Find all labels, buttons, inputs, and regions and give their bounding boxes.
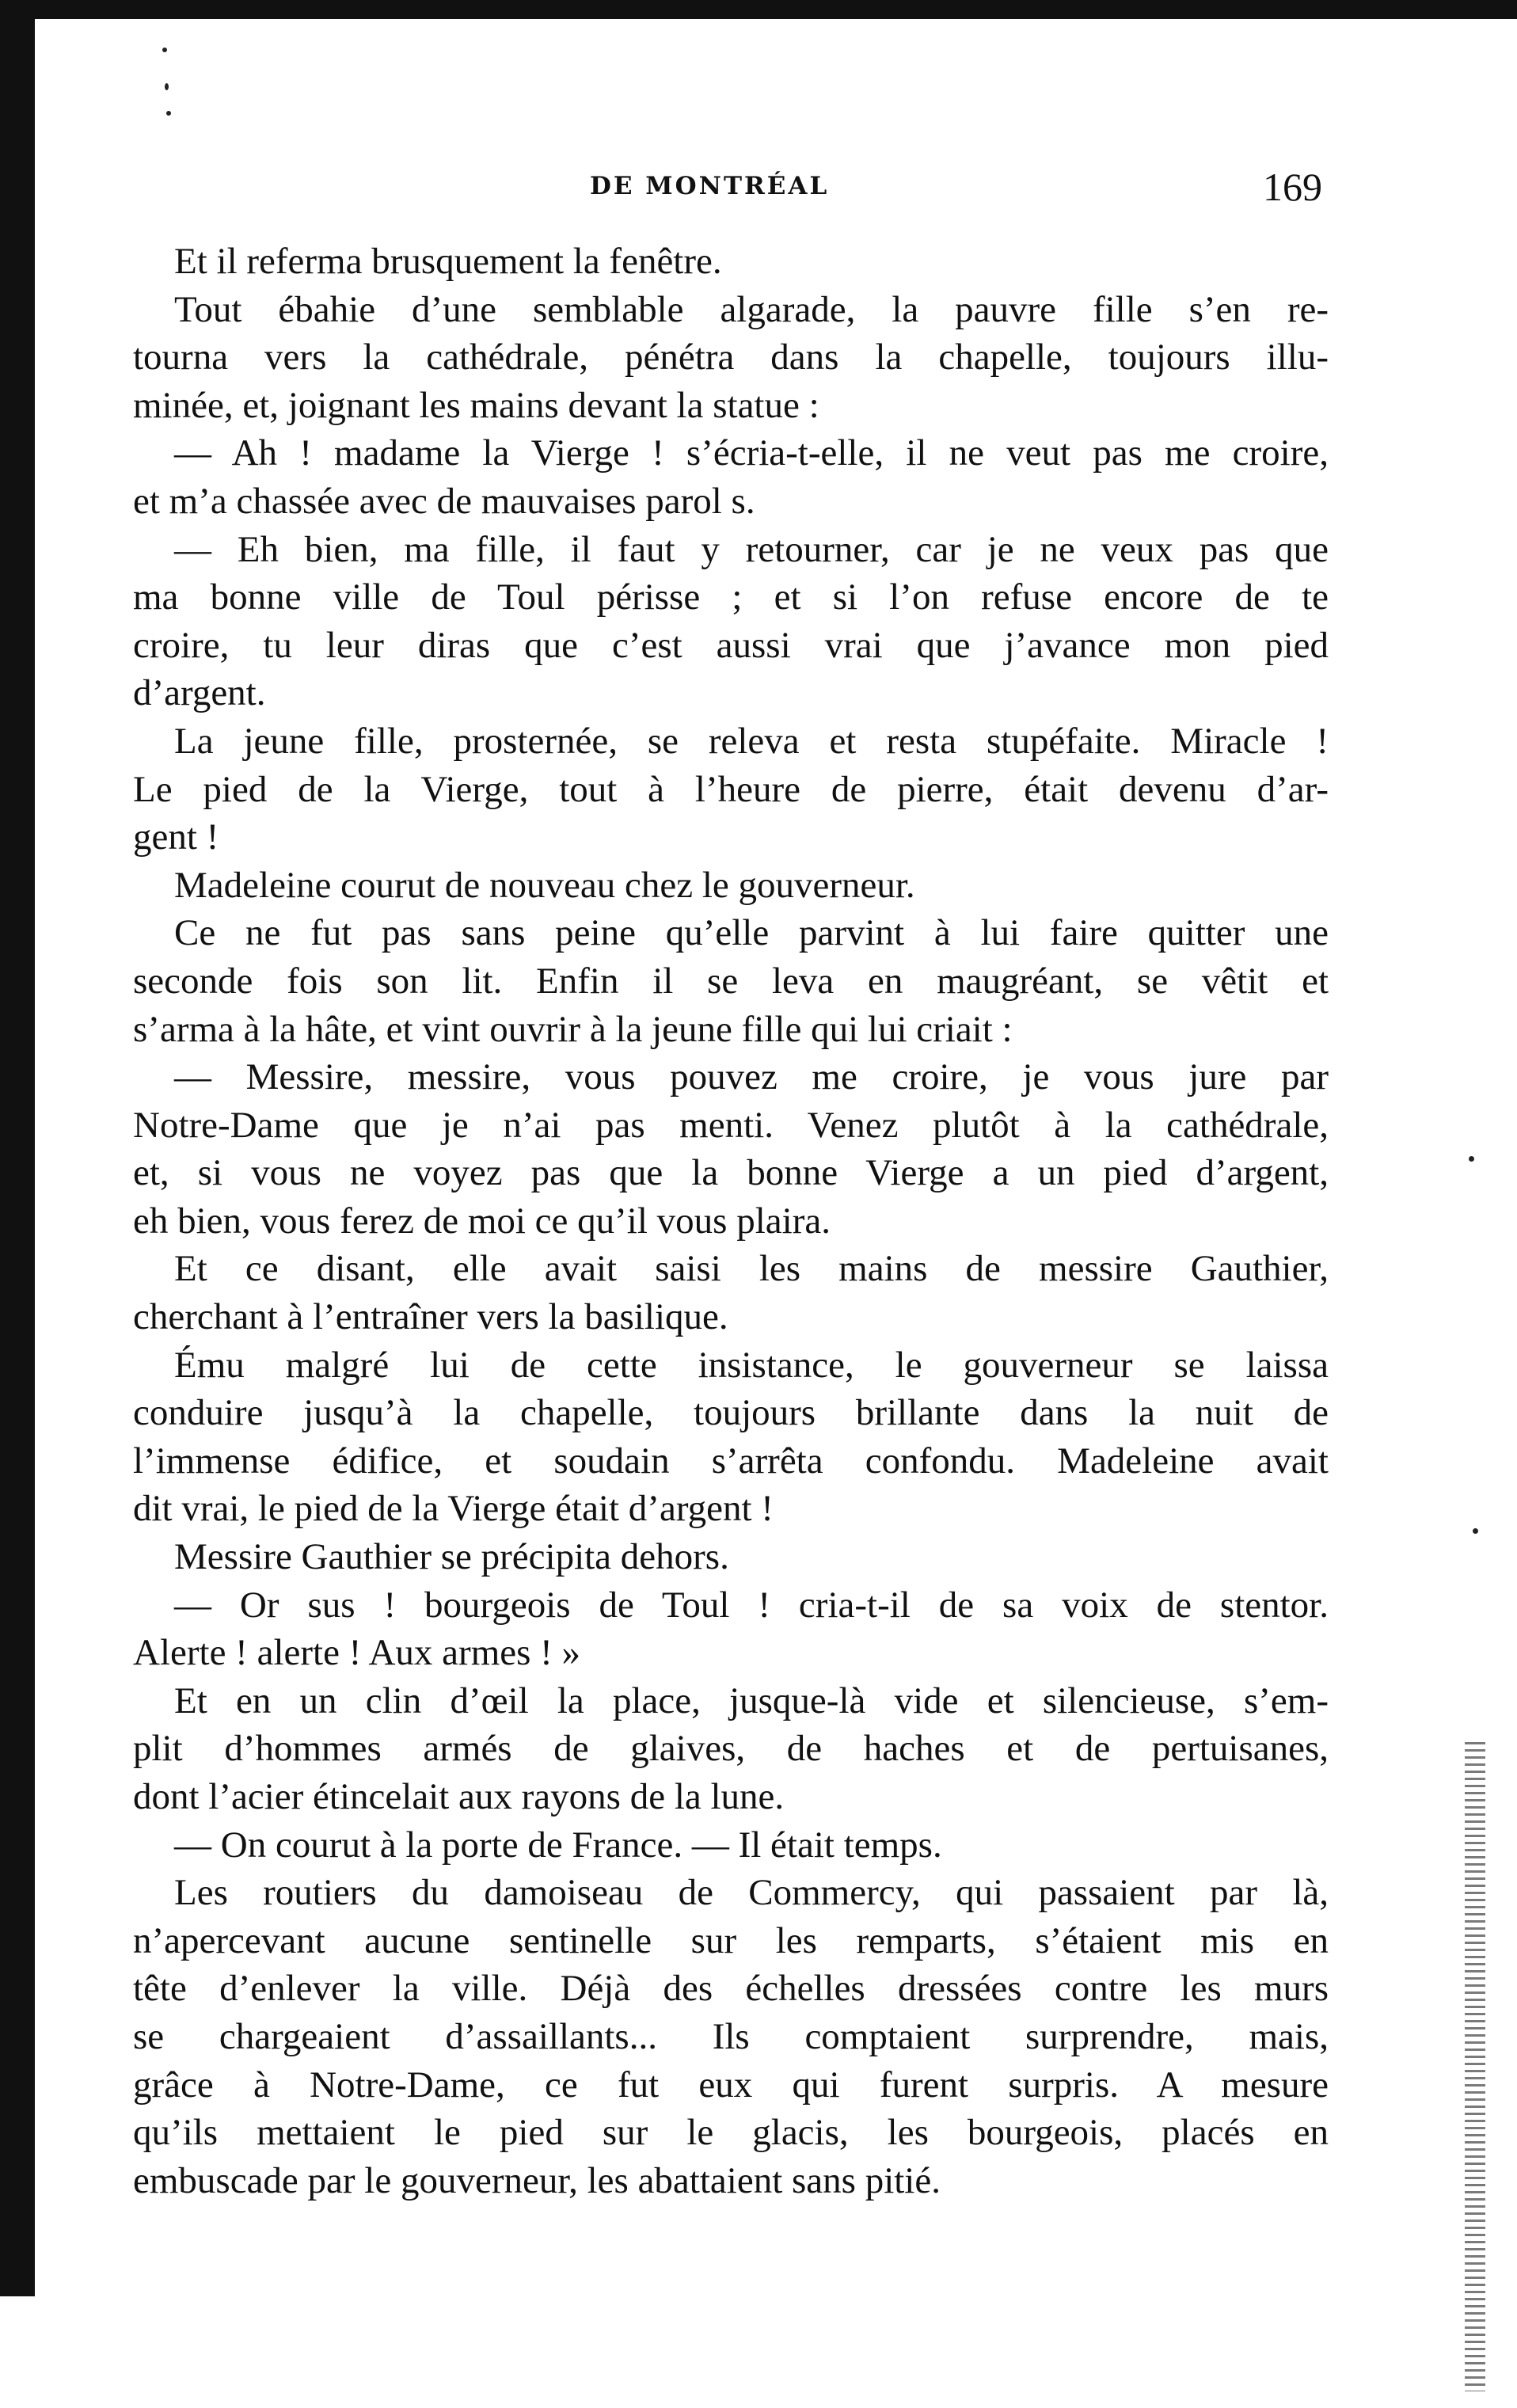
text-line: — Messire, messire, vous pouvez me croire, je vous jure par — [174, 1056, 1329, 1098]
text-line: embuscade par le gouverneur, les abattaient sans pitié. — [133, 2159, 941, 2201]
text-line: Et en un clin d’œil la place, jusque-là vide et silencieuse, s’em- — [174, 1680, 1329, 1721]
text-line: dit vrai, le pied de la Vierge était d’argent ! — [133, 1488, 774, 1530]
text-line: Et il referma brusquement la fenêtre. — [174, 241, 722, 282]
scan-speck — [166, 111, 171, 116]
text-line: Alerte ! alerte ! Aux armes ! » — [133, 1632, 581, 1674]
scan-speck — [165, 83, 169, 90]
text-line: Notre-Dame que je n’ai pas menti. Venez plutôt à la cathédrale, — [133, 1104, 1329, 1146]
text-line: qu’ils mettaient le pied sur le glacis, les bourgeois, placés en — [133, 2112, 1329, 2154]
text-line: tourna vers la cathédrale, pénétra dans la chapelle, toujours illu- — [133, 337, 1329, 379]
text-line: l’immense édifice, et soudain s’arrêta confondu. Madeleine avait — [133, 1440, 1329, 1482]
text-line: La jeune fille, prosternée, se releva et resta stupéfaite. Miracle ! — [174, 720, 1329, 762]
text-line: — Ah ! madame la Vierge ! s’écria-t-elle, il ne veut pas me croire, — [174, 432, 1329, 474]
text-line: Le pied de la Vierge, tout à l’heure de pierre, était devenu d’ar- — [133, 768, 1329, 810]
text-line: tête d’enlever la ville. Déjà des échelles dressées contre les murs — [133, 1968, 1329, 2010]
text-line: ma bonne ville de Toul périsse ; et si l’on refuse encore de te — [133, 576, 1329, 618]
text-line: Messire Gauthier se précipita dehors. — [174, 1536, 729, 1578]
scan-right-edge-noise — [1465, 1742, 1485, 2391]
text-line: — Eh bien, ma fille, il faut y retourner, car je ne veux pas que — [174, 528, 1329, 570]
text-line: — Or sus ! bourgeois de Toul ! cria-t-il de sa voix de stentor. — [174, 1584, 1329, 1626]
text-line: Les routiers du damoiseau de Commercy, qui passaient par là, — [174, 1872, 1329, 1914]
text-line: plit d’hommes armés de glaives, de haches et de pertuisanes, — [133, 1728, 1329, 1770]
text-line: Tout ébahie d’une semblable algarade, la pauvre fille s’en re- — [174, 288, 1329, 330]
text-line: eh bien, vous ferez de moi ce qu’il vous plaira. — [133, 1200, 831, 1242]
text-line: et m’a chassée avec de mauvaises parol s. — [133, 480, 755, 522]
text-line: Madeleine courut de nouveau chez le gouverneur. — [174, 864, 915, 906]
scan-speck — [162, 48, 167, 52]
text-line: d’argent. — [133, 672, 266, 714]
text-line: conduire jusqu’à la chapelle, toujours brillante dans la nuit de — [133, 1392, 1329, 1434]
scan-top-edge — [0, 0, 1517, 19]
running-head — [158, 154, 1322, 210]
running-head-title: DE MONTRÉAL — [590, 172, 830, 200]
text-line: seconde fois son lit. Enfin il se leva en maugréant, se vêtit et — [133, 960, 1329, 1002]
scan-speck — [1473, 1528, 1478, 1534]
text-line: Ce ne fut pas sans peine qu’elle parvint à lui faire quitter une — [174, 912, 1329, 954]
text-line: se chargeaient d’assaillants... Ils comptaient surprendre, mais, — [133, 2015, 1329, 2057]
scan-binding-edge — [0, 0, 35, 2296]
scan-speck — [1469, 1156, 1474, 1162]
text-line: gent ! — [133, 816, 219, 858]
text-line: cherchant à l’entraîner vers la basilique. — [133, 1296, 728, 1338]
text-line: et, si vous ne voyez pas que la bonne Vierge a un pied d’argent, — [133, 1152, 1329, 1194]
text-line: Ému malgré lui de cette insistance, le gouverneur se laissa — [174, 1344, 1329, 1386]
text-line: minée, et, joignant les mains devant la statue : — [133, 384, 819, 426]
text-line: — On courut à la porte de France. — Il était temps. — [174, 1824, 942, 1866]
page-number: 169 — [1263, 165, 1322, 209]
text-line: Et ce disant, elle avait saisi les mains de messire Gauthier, — [174, 1248, 1329, 1290]
text-line: n’apercevant aucune sentinelle sur les remparts, s’étaient mis en — [133, 1919, 1329, 1961]
text-line: dont l’acier étincelait aux rayons de la lune. — [133, 1776, 785, 1817]
text-line: croire, tu leur diras que c’est aussi vrai que j’avance mon pied — [133, 624, 1329, 666]
body-text — [133, 238, 1329, 2204]
text-line: grâce à Notre-Dame, ce fut eux qui furent surpris. A mesure — [133, 2064, 1329, 2106]
text-line: s’arma à la hâte, et vint ouvrir à la jeune fille qui lui criait : — [133, 1008, 1013, 1050]
